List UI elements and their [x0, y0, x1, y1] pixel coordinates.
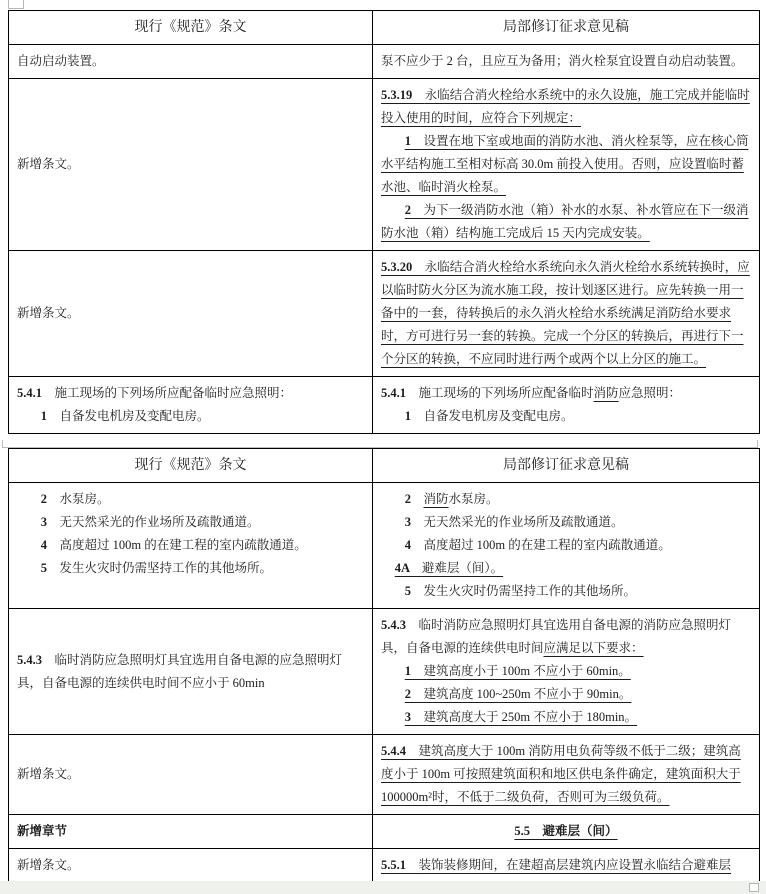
clause-paragraph	[17, 534, 364, 557]
table-row	[9, 483, 760, 609]
revision-comparison-table-1	[8, 10, 759, 434]
revision-inserted-text: 3	[404, 710, 424, 724]
clause-paragraph	[381, 614, 751, 660]
clause-text: 5	[40, 561, 60, 575]
column-header-current-code: 现行《规范》条文	[9, 11, 373, 45]
clause-paragraph	[17, 153, 364, 176]
clause-text: 施工现场的下列场所应配备临时	[418, 386, 594, 400]
clause-paragraph	[381, 199, 751, 245]
revision-inserted-text: 5.5.1	[381, 858, 419, 872]
clause-text: 自备发电机房及变配电房。	[423, 409, 574, 423]
cell-current-code	[9, 251, 373, 377]
cell-revision-draft	[373, 849, 760, 883]
revision-inserted-text: 4A	[394, 561, 422, 575]
clause-paragraph	[381, 511, 751, 534]
clause-text: 发生火灾时仍需坚持工作的其他场所。	[423, 584, 637, 598]
revision-inserted-text: 5.3.20	[381, 260, 425, 274]
clause-text: 泵不应少于 2 台，且应互为备用；消火栓泵宜设置自动启动装置。	[381, 54, 744, 68]
clause-text: 应急照明：	[618, 386, 682, 400]
table-boundary-mark	[2, 440, 758, 448]
clause-paragraph	[17, 820, 364, 843]
cell-current-code	[9, 79, 373, 251]
clause-text: 新增条文。	[17, 306, 80, 320]
clause-text: 2	[404, 492, 424, 506]
clause-paragraph	[17, 382, 364, 405]
revision-inserted-text: 永临结合消火栓给水系统向永久消火栓给水系统转换时，应以临时防火分区为流水施工段，按计划逐区进行。应先转换一用一备中的一套，待转换后的永久消火栓给水系统满足消防给水要求时，方可进行另一套的转换。完成一个分区的转换后，再进行下一个分区的转换，不应同时进行两个或两个以上分区的施工。	[381, 260, 750, 366]
clause-text: 3	[404, 515, 424, 529]
clause-text: 水泵房。	[448, 492, 499, 506]
clause-text: 新增条文。	[17, 767, 80, 781]
clause-paragraph	[17, 302, 364, 325]
clause-paragraph	[381, 706, 751, 729]
table-row	[9, 609, 760, 735]
clause-paragraph	[381, 683, 751, 706]
column-header-revision-draft: 局部修订征求意见稿	[373, 449, 760, 483]
comparison-table	[8, 10, 760, 434]
revision-inserted-text: 永临结合消火栓给水系统中的永久设施，施工完成并能临时投入使用的时间，应符合下列规定：	[381, 88, 750, 125]
table-row	[9, 79, 760, 251]
clause-paragraph	[381, 580, 751, 603]
clause-text: 3	[40, 515, 60, 529]
clause-paragraph	[381, 130, 751, 199]
clause-text: 临时消防应急照明灯具宜选用自备电源的消防应急照明灯具，自备电源的连续供电时间	[381, 618, 732, 655]
clause-text: 5.4.3	[17, 652, 55, 667]
revision-comparison-table-2	[8, 448, 759, 883]
clause-text: 新增条文。	[17, 858, 80, 872]
clause-paragraph	[17, 511, 364, 534]
cell-revision-draft	[373, 609, 760, 735]
cell-current-code	[9, 45, 373, 79]
revision-inserted-text: 设置在地下室或地面的消防水池、消火栓泵等，应在核心筒水平结构施工至相对标高 30.0m 前投入使用。否则，应设置临时蓄水池、临时消火栓泵。	[381, 134, 749, 194]
clause-paragraph	[17, 405, 364, 428]
table-row	[9, 377, 760, 434]
clause-paragraph	[17, 488, 364, 511]
clause-text: 4	[40, 538, 60, 552]
revision-inserted-text: 避难层（间）。	[421, 561, 504, 575]
clause-paragraph	[381, 534, 751, 557]
cell-revision-draft	[373, 377, 760, 434]
revision-inserted-text: 1	[404, 664, 424, 678]
revision-inserted-text: 5.4.4	[381, 744, 419, 758]
header-row	[9, 449, 760, 483]
clause-text: 2	[40, 492, 60, 506]
cell-revision-draft	[373, 815, 760, 849]
table-row	[9, 251, 760, 377]
clause-text: 水泵房。	[59, 492, 110, 506]
comparison-table	[8, 448, 760, 883]
page-edge-strip	[0, 881, 766, 894]
clause-paragraph	[17, 557, 364, 580]
cell-revision-draft	[373, 79, 760, 251]
clause-paragraph	[381, 50, 751, 73]
revision-inserted-text: 建筑高度大于 250m 不应小于 180min。	[423, 710, 638, 724]
clause-paragraph	[381, 84, 751, 130]
cell-current-code	[9, 735, 373, 815]
revision-inserted-text: 1	[404, 134, 424, 148]
table-crop-mark	[8, 0, 24, 9]
column-header-current-code: 现行《规范》条文	[9, 449, 373, 483]
clause-text: 高度超过 100m 的在建工程的室内疏散通道。	[423, 538, 671, 552]
clause-text: 4	[404, 538, 424, 552]
cell-revision-draft	[373, 45, 760, 79]
clause-paragraph	[381, 488, 751, 511]
table-row	[9, 735, 760, 815]
table-row	[9, 815, 760, 849]
revision-inserted-text: 为下一级消防水池（箱）补水的水泵、补水管应在下一级消防水池（箱）结构施工完成后 15 天内完成安装。	[381, 203, 749, 240]
clause-paragraph	[381, 854, 751, 877]
clause-paragraph	[17, 763, 364, 786]
paragraph-handle-mark	[749, 883, 759, 892]
revision-inserted-text: 2	[404, 203, 424, 217]
clause-paragraph	[381, 256, 751, 371]
clause-text: 5.4.1	[381, 386, 419, 400]
clause-paragraph	[17, 854, 364, 877]
revision-inserted-text: 2	[404, 687, 424, 701]
clause-text: 5.4.3	[381, 618, 419, 632]
revision-inserted-text: 消防	[593, 386, 619, 400]
cell-current-code	[9, 377, 373, 434]
clause-paragraph	[381, 820, 751, 843]
clause-text: 5	[404, 584, 424, 598]
clause-text: 新增章节	[17, 824, 68, 838]
clause-text: 无天然采光的作业场所及疏散通道。	[423, 515, 624, 529]
clause-text: 1	[404, 409, 424, 423]
clause-text: 高度超过 100m 的在建工程的室内疏散通道。	[59, 538, 307, 552]
cell-current-code	[9, 609, 373, 735]
clause-text: 无天然采光的作业场所及疏散通道。	[59, 515, 260, 529]
clause-text: 施工现场的下列场所应配备临时应急照明：	[54, 386, 293, 400]
clause-text: 1	[40, 409, 60, 423]
clause-paragraph	[17, 649, 364, 695]
clause-paragraph	[381, 740, 751, 809]
revision-inserted-text: 应满足以下要求：	[543, 641, 644, 655]
clause-paragraph	[381, 660, 751, 683]
cell-revision-draft	[373, 251, 760, 377]
revision-inserted-text: 建筑高度小于 100m 不应小于 60min。	[423, 664, 631, 678]
clause-text: 自动启动装置。	[17, 54, 105, 68]
column-header-revision-draft: 局部修订征求意见稿	[373, 11, 760, 45]
clause-text: 5.4.1	[17, 386, 55, 400]
revision-inserted-text: 5.5 避难层（间）	[514, 824, 618, 838]
revision-inserted-text: 消防	[423, 492, 449, 506]
cell-current-code	[9, 483, 373, 609]
revision-inserted-text: 建筑高度大于 100m 消防用电负荷等级不低于二级；建筑高度小于 100m 可按照建筑面积和地区供电条件确定，建筑面积大于 100000m²时，不低于二级负荷，否则可为三级负荷。	[381, 744, 741, 804]
clause-text: 临时消防应急照明灯具宜选用自备电源的应急照明灯具，自备电源的连续供电时间不应小于 60min	[17, 652, 343, 690]
revision-inserted-text: 装饰装修期间，在建超高层建筑内应设置永临结合避难层	[418, 858, 732, 872]
cell-revision-draft	[373, 735, 760, 815]
clause-text: 新增条文。	[17, 157, 80, 171]
table-row	[9, 849, 760, 883]
clause-paragraph	[17, 50, 364, 73]
clause-paragraph	[381, 405, 751, 428]
revision-inserted-text: 建筑高度 100~250m 不应小于 90min。	[423, 687, 632, 701]
clause-text: 自备发电机房及变配电房。	[59, 409, 210, 423]
clause-paragraph	[381, 382, 751, 405]
cell-revision-draft	[373, 483, 760, 609]
header-row	[9, 11, 760, 45]
cell-current-code	[9, 815, 373, 849]
clause-text: 发生火灾时仍需坚持工作的其他场所。	[59, 561, 273, 575]
revision-inserted-text: 5.3.19	[381, 88, 425, 102]
table-row	[9, 45, 760, 79]
clause-paragraph	[381, 557, 751, 580]
cell-current-code	[9, 849, 373, 883]
